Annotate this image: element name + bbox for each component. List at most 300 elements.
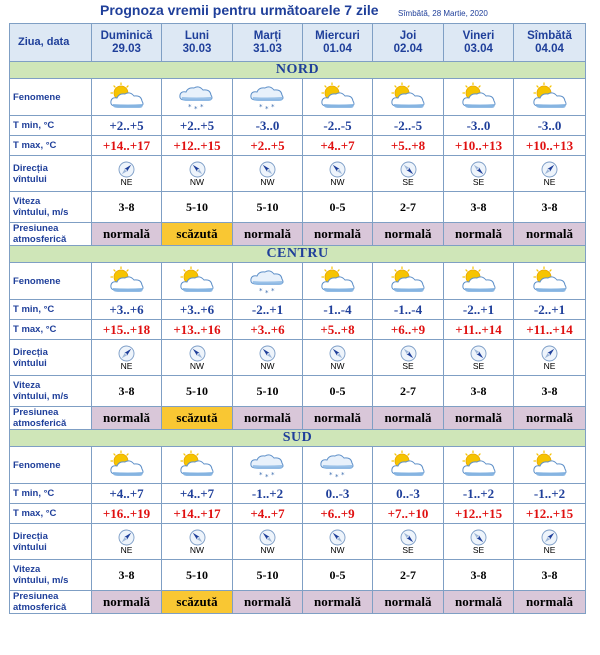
tmax-cell: +4..+7 [233,504,303,524]
phenomena-cell [233,79,303,116]
pressure-cell: normală [303,407,373,430]
tmin-cell: +3..+6 [162,300,233,320]
pressure-label [10,223,92,246]
svg-text:*: * [264,289,268,296]
day-date: 02.04 [393,42,423,55]
pressure-cell: normală [514,407,586,430]
day-header [514,24,586,62]
tmax-cell: +16..+19 [92,504,162,524]
wind-direction-row [10,340,586,376]
tmin-cell: +2..+5 [92,116,162,136]
wind-direction-text: NW [260,544,275,555]
wind-speed-cell: 3-8 [444,560,514,591]
report-date: Sîmbătă, 28 Martie, 2020 [398,9,488,18]
wind-direction-cell [373,340,444,376]
tmin-cell: +4..+7 [162,484,233,504]
tmax-cell: +14..+17 [92,136,162,156]
day-date: 01.04 [323,42,352,55]
tmin-cell: -1..+2 [514,484,586,504]
wind-direction-label-text-2: vîntului [13,173,47,185]
tmax-cell: +13..+16 [162,320,233,340]
wind-speed-cell: 2-7 [373,560,444,591]
wind-direction-label-text: Direcția [13,346,48,358]
day-name: Miercuri [315,29,360,42]
pressure-cell: normală [444,591,514,614]
wind-direction-text: SE [402,360,414,371]
page-title: Prognoza vremii pentru următoarele 7 zile [100,2,379,18]
wind-direction-text: NW [189,176,205,187]
wind-direction-cell [514,524,586,560]
tmin-cell: +4..+7 [92,484,162,504]
wind-direction-text: SE [472,544,485,555]
sun-cloud-icon [529,450,571,480]
tmax-cell: +11..+14 [444,320,514,340]
day-name: Marți [253,29,282,42]
tmin-cell: -1..+2 [233,484,303,504]
phenomena-cell [514,447,586,484]
svg-text:*: * [264,473,268,480]
wind-speed-label-text: Viteza [13,380,41,391]
wind-direction-cell [162,524,233,560]
wind-direction-icon [329,161,346,178]
wind-direction-icon [259,529,276,546]
tmax-cell: +3..+6 [233,320,303,340]
wind-direction-icon [189,345,206,362]
svg-text:*: * [200,103,204,111]
pressure-row [10,591,586,614]
day-header [444,24,514,62]
wind-direction-cell [444,156,514,192]
footer-strip [0,646,600,655]
svg-text:*: * [334,473,338,480]
tmin-cell: -3..0 [444,116,514,136]
tmax-row [10,136,586,156]
day-date: 04.04 [535,42,564,55]
svg-text:*: * [188,103,192,111]
svg-text:*: * [340,471,344,479]
pressure-cell: normală [514,591,586,614]
phenomena-label [10,447,92,484]
svg-text:*: * [258,471,262,479]
column-header: Ziua, data [10,24,92,62]
pressure-label-text-2: atmosferică [13,602,67,613]
tmax-cell: +10..+13 [514,136,586,156]
tmin-row [10,300,586,320]
phenomena-cell [373,447,444,484]
wind-speed-cell: 5-10 [162,560,233,591]
wind-speed-label-text: Viteza [13,564,41,575]
svg-text:*: * [270,103,274,111]
day-name: Sîmbătă [527,29,572,42]
wind-speed-label-text-2: vîntului, m/s [13,575,69,586]
pressure-label-text: Presiunea [13,591,59,602]
wind-speed-cell: 3-8 [444,192,514,223]
tmin-cell: -2..+1 [514,300,586,320]
tmax-row [10,504,586,524]
tmin-label-text: T min, °C [13,488,55,499]
region-title: NORD [10,62,586,79]
day-date: 29.03 [112,42,141,55]
sun-cloud-icon [176,266,218,296]
sun-cloud-icon [317,266,359,296]
wind-direction-cell [92,156,162,192]
tmax-cell: +11..+14 [514,320,586,340]
tmax-cell: +7..+10 [373,504,444,524]
wind-direction-cell [373,524,444,560]
tmin-cell: -3..0 [233,116,303,136]
tmax-label-text: T max, °C [13,140,57,151]
tmin-cell: +2..+5 [162,116,233,136]
wind-direction-text: NW [260,360,275,371]
wind-direction-text: NE [543,176,556,187]
phenomena-cell [373,263,444,300]
pressure-cell: normală [373,407,444,430]
tmin-row [10,116,586,136]
wind-direction-icon [541,345,558,362]
wind-direction-row [10,156,586,192]
wind-direction-text: NW [260,176,275,187]
wind-direction-icon [118,161,135,178]
wind-speed-cell: 0-5 [303,192,373,223]
tmax-cell: +14..+17 [162,504,233,524]
region-title: CENTRU [10,246,586,263]
phenomena-cell [444,79,514,116]
tmin-row [10,484,586,504]
wind-speed-row [10,560,586,591]
pressure-cell: normală [92,223,162,246]
tmin-cell: +3..+6 [92,300,162,320]
wind-direction-cell [162,340,233,376]
tmax-cell: +6..+9 [373,320,444,340]
wind-direction-cell [92,524,162,560]
sun-cloud-icon [106,450,148,480]
tmax-cell: +5..+8 [303,320,373,340]
wind-direction-text: SE [472,176,485,187]
svg-text:*: * [270,471,274,479]
wind-direction-cell [233,340,303,376]
wind-direction-text: SE [472,360,485,371]
pressure-cell: normală [233,407,303,430]
phenomena-row [10,79,586,116]
wind-direction-text: NE [543,360,556,371]
sun-cloud-icon [176,450,218,480]
cloud-snow-icon [247,82,289,112]
pressure-row [10,407,586,430]
cloud-snow-icon [247,266,289,296]
svg-text:*: * [194,105,198,112]
tmax-cell: +15..+18 [92,320,162,340]
day-name: Luni [184,29,210,42]
phenomena-cell [162,447,233,484]
tmax-label [10,136,92,156]
wind-direction-text: NW [189,544,205,555]
wind-direction-icon [259,161,276,178]
region-row [10,430,586,447]
pressure-cell: normală [514,223,586,246]
svg-text:*: * [270,287,274,295]
day-date: 31.03 [253,42,282,55]
wind-speed-cell: 3-8 [514,376,586,407]
phenomena-cell [303,447,373,484]
wind-direction-label [10,340,92,376]
wind-direction-text: NW [330,544,345,555]
wind-speed-cell: 2-7 [373,376,444,407]
tmin-label-text: T min, °C [13,304,55,315]
sun-cloud-icon [529,82,571,112]
wind-direction-cell [444,340,514,376]
wind-direction-icon [329,529,346,546]
wind-direction-label-text-2: vîntului [13,357,47,369]
tmin-cell: -1..-4 [373,300,444,320]
wind-direction-label [10,524,92,560]
wind-direction-icon [259,345,276,362]
day-date: 30.03 [182,42,212,55]
wind-speed-cell: 0-5 [303,376,373,407]
wind-direction-cell [92,340,162,376]
wind-speed-cell: 3-8 [92,560,162,591]
wind-direction-label [10,156,92,192]
phenomena-cell [233,263,303,300]
tmin-cell: -1..-4 [303,300,373,320]
sun-cloud-icon [458,450,500,480]
wind-direction-label-text: Direcția [13,162,48,174]
phenomena-cell [303,79,373,116]
cloud-snow-icon [247,450,289,480]
wind-speed-cell: 3-8 [514,192,586,223]
wind-direction-text: SE [402,544,414,555]
wind-speed-cell: 5-10 [233,192,303,223]
phenomena-cell [92,263,162,300]
wind-direction-cell [514,340,586,376]
day-header [303,24,373,62]
day-header-row [10,24,586,62]
phenomena-label-text: Fenomene [13,91,61,103]
wind-speed-row [10,192,586,223]
region-row [10,62,586,79]
wind-direction-cell [514,156,586,192]
wind-direction-cell [162,156,233,192]
svg-text:*: * [328,471,332,479]
day-header [162,24,233,62]
day-header [92,24,162,62]
wind-speed-cell: 5-10 [233,376,303,407]
wind-direction-text: NE [120,176,133,187]
phenomena-row [10,447,586,484]
wind-speed-label [10,376,92,407]
pressure-label-text: Presiunea [13,407,59,418]
svg-text:*: * [258,287,262,295]
pressure-label-text: Presiunea [13,223,59,234]
wind-direction-icon [541,529,558,546]
sun-cloud-icon [387,82,429,112]
wind-direction-cell [303,524,373,560]
wind-direction-cell [233,156,303,192]
wind-direction-icon [470,529,487,546]
wind-direction-cell [303,156,373,192]
tmin-cell: -2..-5 [373,116,444,136]
wind-direction-icon [541,161,558,178]
wind-speed-cell: 3-8 [92,192,162,223]
phenomena-row [10,263,586,300]
tmin-label-text: T min, °C [13,120,55,131]
pressure-cell: normală [373,223,444,246]
tmin-cell: -1..+2 [444,484,514,504]
tmin-cell: -2..+1 [233,300,303,320]
phenomena-cell [514,79,586,116]
phenomena-cell [92,447,162,484]
pressure-cell: normală [444,407,514,430]
pressure-cell: normală [92,407,162,430]
wind-direction-icon [118,345,135,362]
phenomena-cell [303,263,373,300]
day-name: Joi [399,29,417,42]
svg-text:*: * [258,103,262,111]
phenomena-cell [514,263,586,300]
wind-direction-icon [189,529,206,546]
wind-speed-cell: 5-10 [162,192,233,223]
wind-direction-icon [329,345,346,362]
wind-speed-cell: 0-5 [303,560,373,591]
region-row [10,246,586,263]
wind-speed-label [10,560,92,591]
tmax-cell: +5..+8 [373,136,444,156]
phenomena-label-text: Fenomene [13,459,61,471]
wind-speed-label [10,192,92,223]
pressure-row [10,223,586,246]
region-title: SUD [10,430,586,447]
day-header [373,24,444,62]
wind-direction-cell [444,524,514,560]
pressure-label [10,407,92,430]
wind-speed-cell: 5-10 [233,560,303,591]
tmin-label [10,300,92,320]
pressure-cell: normală [233,223,303,246]
tmin-cell: -3..0 [514,116,586,136]
wind-direction-icon [189,161,206,178]
wind-speed-label-text-2: vîntului, m/s [13,207,69,218]
pressure-label [10,591,92,614]
pressure-cell: normală [92,591,162,614]
phenomena-label-text: Fenomene [13,275,61,287]
page-header [0,0,600,22]
wind-direction-label-text: Direcția [13,530,48,542]
sun-cloud-icon [458,266,500,296]
wind-direction-text: NW [330,176,345,187]
sun-cloud-icon [387,450,429,480]
wind-direction-row [10,524,586,560]
wind-direction-label-text-2: vîntului [13,541,47,553]
cloud-snow-icon [176,82,218,112]
wind-direction-icon [470,161,487,178]
tmax-label [10,320,92,340]
tmin-cell: 0..-3 [303,484,373,504]
wind-speed-cell: 2-7 [373,192,444,223]
wind-direction-text: NE [120,360,133,371]
tmin-label [10,116,92,136]
wind-direction-text: NE [120,544,133,555]
tmax-cell: +12..+15 [444,504,514,524]
wind-direction-icon [470,345,487,362]
wind-direction-icon [400,345,417,362]
phenomena-cell [444,263,514,300]
wind-direction-icon [400,161,417,178]
pressure-cell: normală [373,591,444,614]
sun-cloud-icon [317,82,359,112]
tmin-label [10,484,92,504]
tmin-cell: 0..-3 [373,484,444,504]
sun-cloud-icon [458,82,500,112]
day-name: Duminică [100,29,153,42]
wind-direction-text: SE [402,176,414,187]
sun-cloud-icon [529,266,571,296]
forecast-table [9,23,586,614]
phenomena-label [10,263,92,300]
pressure-cell: scăzută [162,223,233,246]
wind-direction-cell [303,340,373,376]
phenomena-cell [233,447,303,484]
phenomena-cell [444,447,514,484]
wind-speed-row [10,376,586,407]
svg-text:*: * [264,105,268,112]
phenomena-cell [162,263,233,300]
wind-direction-cell [373,156,444,192]
phenomena-label [10,79,92,116]
tmax-cell: +4..+7 [303,136,373,156]
day-date: 03.04 [464,42,493,55]
tmax-label-text: T max, °C [13,508,57,519]
pressure-label-text-2: atmosferică [13,234,67,245]
day-header [233,24,303,62]
wind-speed-label-text-2: vîntului, m/s [13,391,69,402]
wind-speed-cell: 3-8 [444,376,514,407]
phenomena-cell [373,79,444,116]
tmax-cell: +10..+13 [444,136,514,156]
pressure-cell: normală [303,591,373,614]
wind-direction-icon [118,529,135,546]
wind-speed-cell: 3-8 [514,560,586,591]
tmin-cell: -2..+1 [444,300,514,320]
wind-speed-label-text: Viteza [13,196,41,207]
wind-direction-text: NE [543,544,556,555]
phenomena-cell [162,79,233,116]
tmax-row [10,320,586,340]
sun-cloud-icon [387,266,429,296]
pressure-label-text-2: atmosferică [13,418,67,429]
wind-speed-cell: 3-8 [92,376,162,407]
pressure-cell: normală [233,591,303,614]
day-name: Vineri [462,29,495,42]
tmax-cell: +12..+15 [162,136,233,156]
phenomena-cell [92,79,162,116]
wind-direction-text: NW [189,360,205,371]
pressure-cell: normală [444,223,514,246]
cloud-snow-icon [317,450,359,480]
tmax-label [10,504,92,524]
pressure-cell: scăzută [162,591,233,614]
tmax-label-text: T max, °C [13,324,57,335]
pressure-cell: normală [303,223,373,246]
wind-speed-cell: 5-10 [162,376,233,407]
wind-direction-text: NW [330,360,345,371]
wind-direction-cell [233,524,303,560]
wind-direction-icon [400,529,417,546]
sun-cloud-icon [106,266,148,296]
sun-cloud-icon [106,82,148,112]
tmax-cell: +6..+9 [303,504,373,524]
pressure-cell: scăzută [162,407,233,430]
tmax-cell: +2..+5 [233,136,303,156]
tmin-cell: -2..-5 [303,116,373,136]
